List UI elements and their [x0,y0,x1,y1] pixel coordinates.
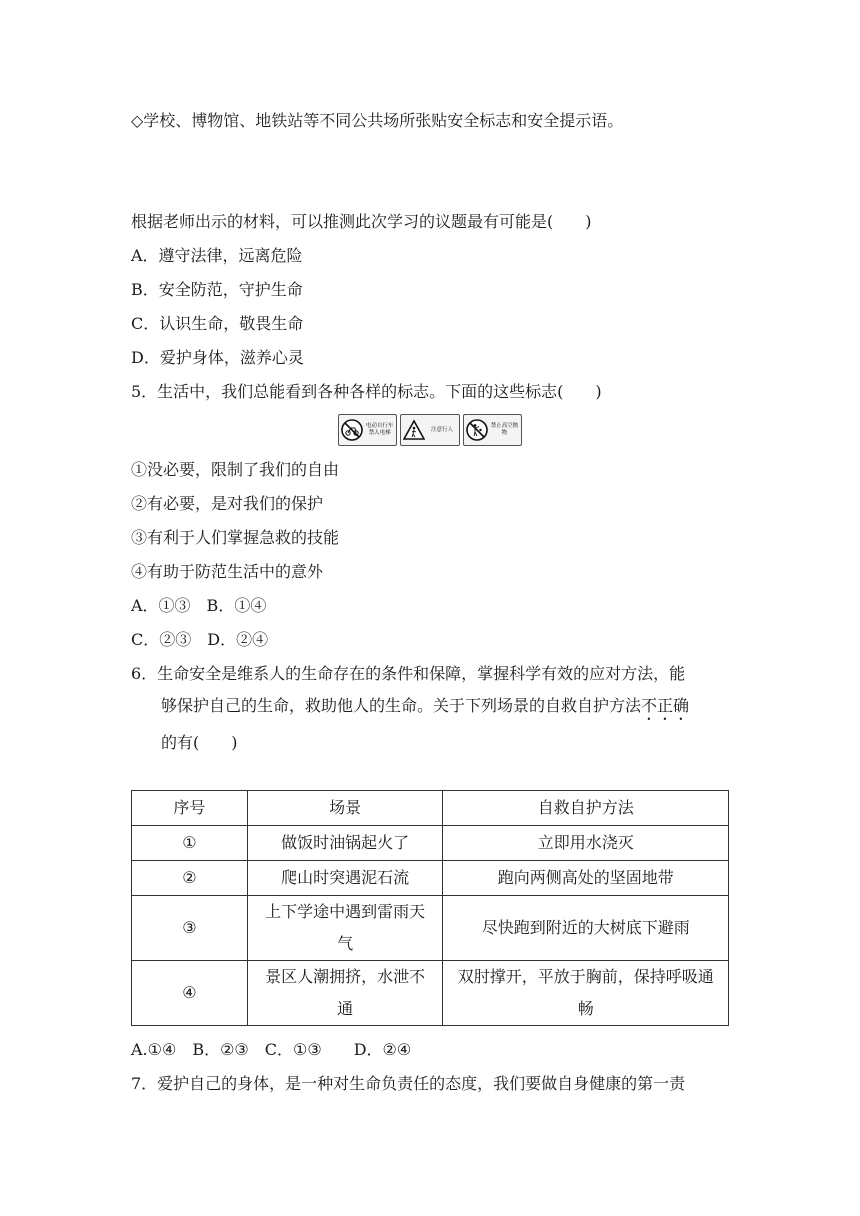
table-header-row [132,791,729,826]
header-method: 自救自护方法 [443,791,729,826]
q5-statement-2: ②有必要，是对我们的保护 [131,494,324,513]
pedestrian-warning-icon [403,419,425,441]
row-no: ③ [132,896,248,961]
q4-option-d: D．爱护身体，滋养心灵 [131,348,304,367]
q6-stem-line2 [161,696,689,724]
q6-emphasis-not-correct: 不正确 [641,696,690,715]
q6-stem-line3: 的有( ) [161,733,238,752]
row-scene-line1: 上下学途中遇到雷雨天 [265,902,426,921]
q6-stem-line2-text: 够保护自己的生命，救助他人的生命。关于下列场景的自救自护方法 [161,696,642,715]
q6-stem-line1: 6．生命安全是维系人的生命存在的条件和保障，掌握科学有效的应对方法，能 [131,664,686,683]
row-method: 跑向两侧高处的坚固地带 [443,861,729,896]
row-scene [247,961,443,1026]
row-method-line2: 畅 [577,999,594,1018]
sign-pedestrian-label: 注意行人 [430,426,453,433]
intro-bullet: ◇学校、博物馆、地铁站等不同公共场所张贴安全标志和安全提示语。 [131,111,624,130]
q4-stem: 根据老师出示的材料，可以推测此次学习的议题最有可能是( ) [131,212,592,231]
q4-option-b: B．安全防范，守护生命 [131,280,303,299]
row-method: 立即用水浇灭 [443,826,729,861]
q5-options-ab: A．①③ B．①④ [131,596,267,615]
q5-stem: 5．生活中，我们总能看到各种各样的标志。下面的这些标志( ) [131,382,602,401]
q4-option-c: C．认识生命，敬畏生命 [131,314,304,333]
row-method [443,961,729,1026]
row-scene-line2: 通 [337,999,354,1018]
header-no: 序号 [132,791,248,826]
q4-option-a: A．遵守法律，远离危险 [131,246,303,265]
row-scene-line2: 气 [337,934,354,953]
row-scene: 做饭时油锅起火了 [247,826,443,861]
table-row [132,961,729,1026]
row-scene [247,896,443,961]
row-scene: 爬山时突遇泥石流 [247,861,443,896]
header-scene: 场景 [247,791,443,826]
row-method: 尽快跑到附近的大树底下避雨 [443,896,729,961]
row-scene-line1: 景区人潮拥挤，水泄不 [265,967,426,986]
sign-pedestrian [400,414,459,446]
table-row [132,896,729,961]
q6-table [131,790,729,1026]
table-row [132,826,729,861]
row-no: ④ [132,961,248,1026]
no-throwing-icon [466,419,488,441]
q5-statement-3: ③有利于人们掌握急救的技能 [131,528,340,547]
table-row [132,861,729,896]
no-ebike-icon [341,419,363,441]
row-no: ① [132,826,248,861]
q5-statement-4: ④有助于防范生活中的意外 [131,562,324,581]
sign-no-ebike-label: 电动自行车禁入电梯 [365,423,394,436]
row-method-line1: 双肘撑开，平放于胸前，保持呼吸通 [457,967,714,986]
sign-no-ebike [338,414,397,446]
q6-options: A.①④ B．②③ C．①③ D．②④ [131,1040,412,1059]
sign-no-throwing [463,414,522,446]
q7-stem-line1: 7．爱护自己的身体，是一种对生命负责任的态度，我们要做自身健康的第一责 [131,1074,686,1093]
sign-no-throwing-label: 禁止高空抛物 [490,423,519,436]
row-no: ② [132,861,248,896]
safety-signs-image [338,414,522,446]
q5-statement-1: ①没必要，限制了我们的自由 [131,460,340,479]
q5-options-cd: C．②③ D．②④ [131,630,269,649]
